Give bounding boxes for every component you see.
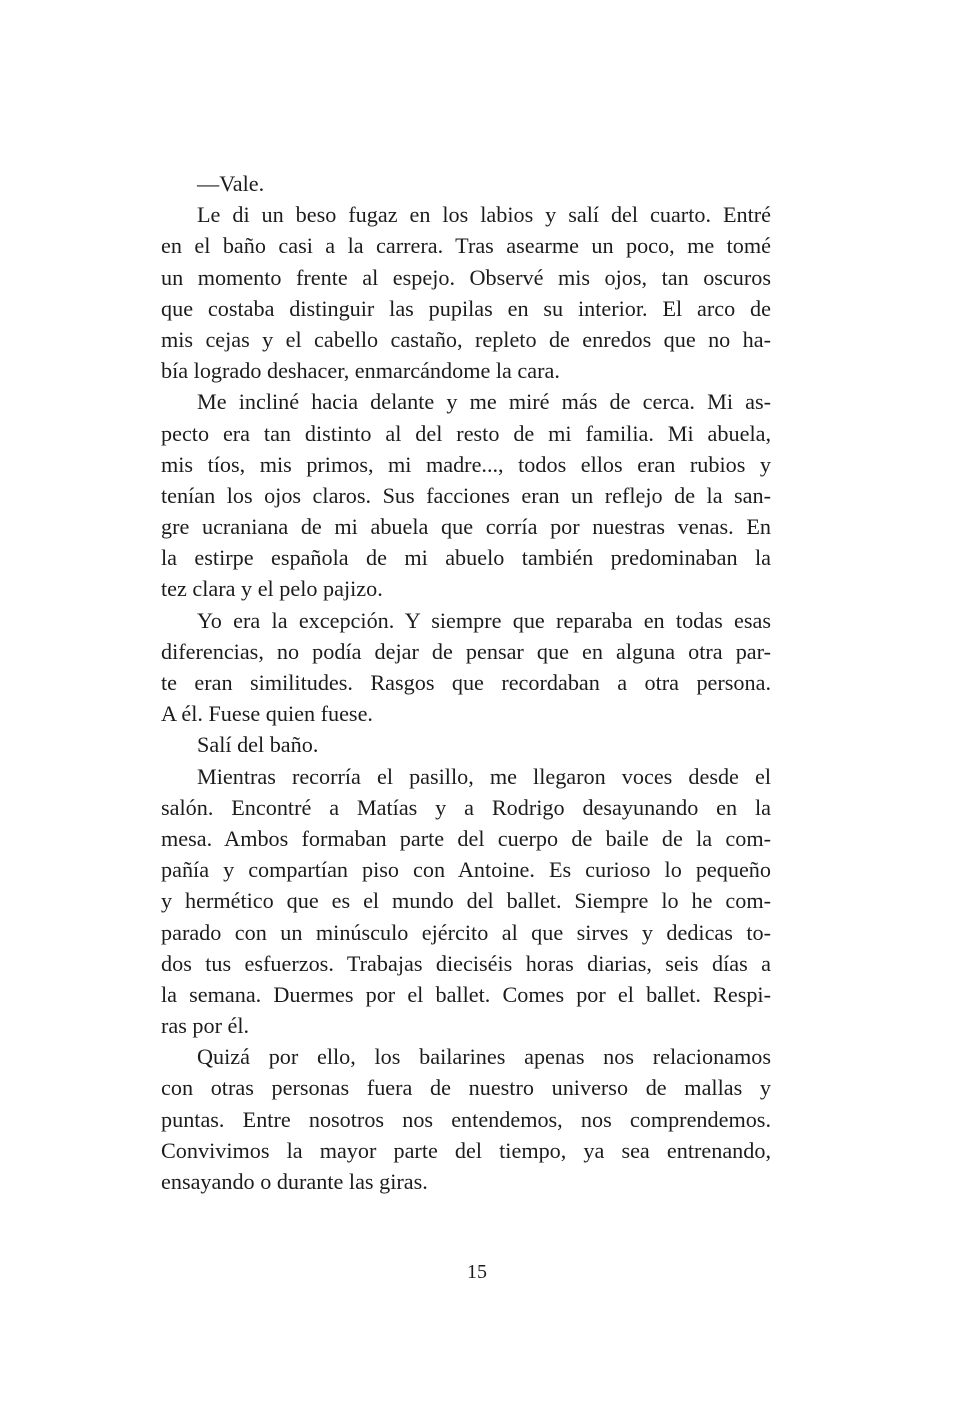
text-line: tez clara y el pelo pajizo. [161, 576, 383, 602]
paragraph-first-line: Quizá por ello, los bailarines apenas nos relacionamos [197, 1044, 771, 1070]
text-line: un momento frente al espejo. Observé mis ojos, tan oscuros [161, 264, 771, 290]
text-line: parado con un minúsculo ejército al que sirves y dedicas to- [161, 919, 771, 945]
text-line: pecto era tan distinto al del resto de mi familia. Mi abuela, [161, 420, 771, 446]
text-line: la estirpe española de mi abuelo también predominaban la [161, 545, 771, 571]
text-line: con otras personas fuera de nuestro universo de mallas y [161, 1075, 771, 1101]
text-line: mis cejas y el cabello castaño, repleto de enredos que no ha- [161, 326, 771, 352]
text-line: que costaba distinguir las pupilas en su interior. El arco de [161, 295, 771, 321]
paragraph-first-line: Yo era la excepción. Y siempre que reparaba en todas esas [197, 607, 771, 633]
text-line: en el baño casi a la carrera. Tras asearme un poco, me tomé [161, 233, 771, 259]
text-line: la semana. Duermes por el ballet. Comes por el ballet. Respi- [161, 981, 771, 1007]
paragraph-first-line: Le di un beso fugaz en los labios y salí del cuarto. Entré [197, 202, 771, 228]
text-line: puntas. Entre nosotros nos entendemos, nos comprendemos. [161, 1106, 771, 1132]
text-line: gre ucraniana de mi abuela que corría por nuestras venas. En [161, 514, 771, 540]
text-line: te eran similitudes. Rasgos que recordaban a otra persona. [161, 670, 771, 695]
text-line: ensayando o durante las giras. [161, 1169, 428, 1194]
text-line: bía logrado deshacer, enmarcándome la cara. [161, 358, 560, 384]
text-line: mis tíos, mis primos, mi madre..., todos ellos eran rubios y [161, 451, 771, 477]
text-line: diferencias, no podía dejar de pensar que en alguna otra par- [161, 638, 771, 664]
text-line: ras por él. [161, 1013, 250, 1039]
paragraph-first-line: Salí del baño. [197, 732, 319, 758]
text-line: tenían los ojos claros. Sus facciones eran un reflejo de la san- [161, 482, 771, 508]
text-line: dos tus esfuerzos. Trabajas dieciséis horas diarias, seis días a [161, 950, 771, 976]
paragraph-first-line: —Vale. [197, 171, 265, 196]
paragraph-first-line: Me incliné hacia delante y me miré más de cerca. Mi as- [197, 389, 771, 415]
text-line: A él. Fuese quien fuese. [161, 701, 373, 727]
text-line: pañía y compartían piso con Antoine. Es curioso lo pequeño [161, 857, 771, 883]
paragraph-first-line: Mientras recorría el pasillo, me llegaron voces desde el [197, 763, 771, 789]
text-line: salón. Encontré a Matías y a Rodrigo desayunando en la [161, 794, 771, 820]
text-line: y hermético que es el mundo del ballet. Siempre lo he com- [161, 888, 771, 914]
text-line: mesa. Ambos formaban parte del cuerpo de baile de la com- [161, 825, 771, 851]
page-number: 15 [467, 1261, 487, 1283]
body-text [161, 168, 771, 1197]
text-line: Convivimos la mayor parte del tiempo, ya sea entrenando, [161, 1137, 771, 1163]
